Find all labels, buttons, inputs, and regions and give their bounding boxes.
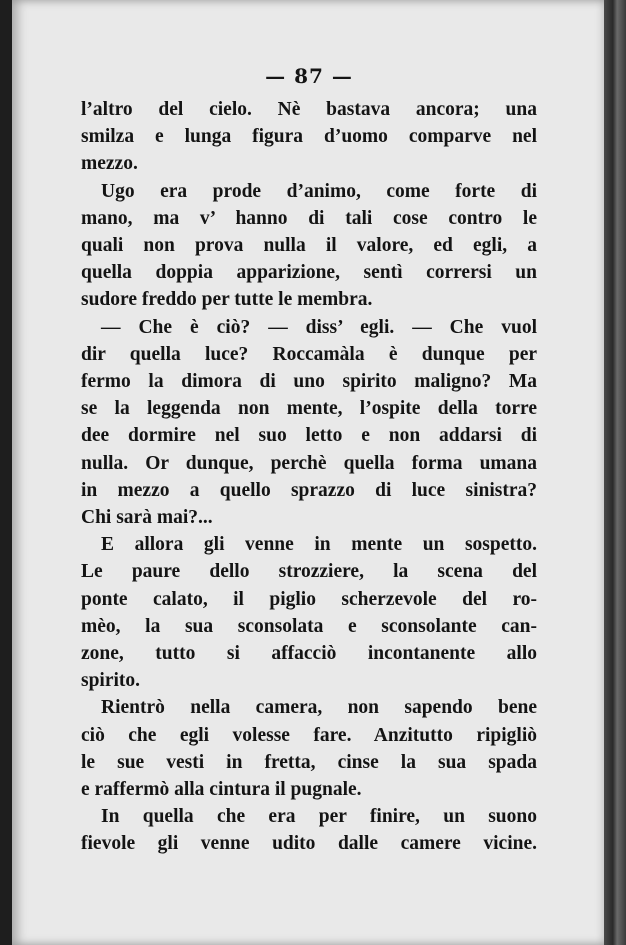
text-line: smilza e lunga figura d’uomo comparve nel [81, 126, 537, 148]
page-number: — 87 — [265, 64, 353, 88]
text-line: fermo la dimora di uno spirito maligno? Ma [81, 371, 537, 393]
paragraph [81, 178, 537, 314]
paragraph [81, 803, 537, 857]
book-page [12, 0, 606, 945]
text-line: ponte calato, il piglio scherzevole del ro- [81, 588, 537, 610]
text-line: Le paure dello strozziere, la scena del [81, 561, 537, 583]
text-line: Ugo era prode d’animo, come forte di [101, 180, 537, 202]
text-line: dee dormire nel suo letto e non addarsi di [81, 425, 537, 447]
paragraph [81, 531, 537, 694]
text-line: se la leggenda non mente, l’ospite della torre [81, 398, 537, 420]
paragraph [81, 96, 537, 178]
text-line: fievole gli venne udito dalle camere vicine. [81, 833, 537, 855]
text-line: in mezzo a quello sprazzo di luce sinistra? [81, 479, 537, 501]
text-line: mezzo. [81, 153, 138, 175]
text-line: le sue vesti in fretta, cinse la sua spada [81, 751, 537, 773]
text-line: nulla. Or dunque, perchè quella forma umana [81, 452, 537, 474]
text-line: ciò che egli volesse fare. Anzitutto ripigliò [81, 724, 537, 746]
paragraph [81, 314, 537, 532]
paragraph [81, 694, 537, 803]
body-text [81, 96, 537, 858]
text-line: — Che è ciò? — diss’ egli. — Che vuol [101, 316, 537, 338]
text-line: Chi sarà mai?... [81, 507, 213, 529]
text-line: e raffermò alla cintura il pugnale. [81, 779, 362, 801]
text-line: sudore freddo per tutte le membra. [81, 289, 373, 311]
book-binding-edge [604, 0, 626, 945]
text-line: quella doppia apparizione, sentì corrersi un [81, 262, 537, 284]
text-line: spirito. [81, 670, 141, 692]
text-line: Rientrò nella camera, non sapendo bene [101, 697, 537, 719]
text-line: mano, ma v’ hanno di tali cose contro le [81, 207, 537, 229]
text-line: dir quella luce? Roccamàla è dunque per [81, 343, 537, 365]
text-line: zone, tutto si affacciò incontanente allo [81, 643, 537, 665]
text-line: quali non prova nulla il valore, ed egli, a [81, 235, 537, 257]
text-line: E allora gli venne in mente un sospetto. [101, 534, 537, 556]
text-line: mèo, la sua sconsolata e sconsolante can- [81, 615, 537, 637]
text-line: l’altro del cielo. Nè bastava ancora; una [81, 99, 537, 120]
text-line: In quella che era per finire, un suono [101, 806, 537, 828]
